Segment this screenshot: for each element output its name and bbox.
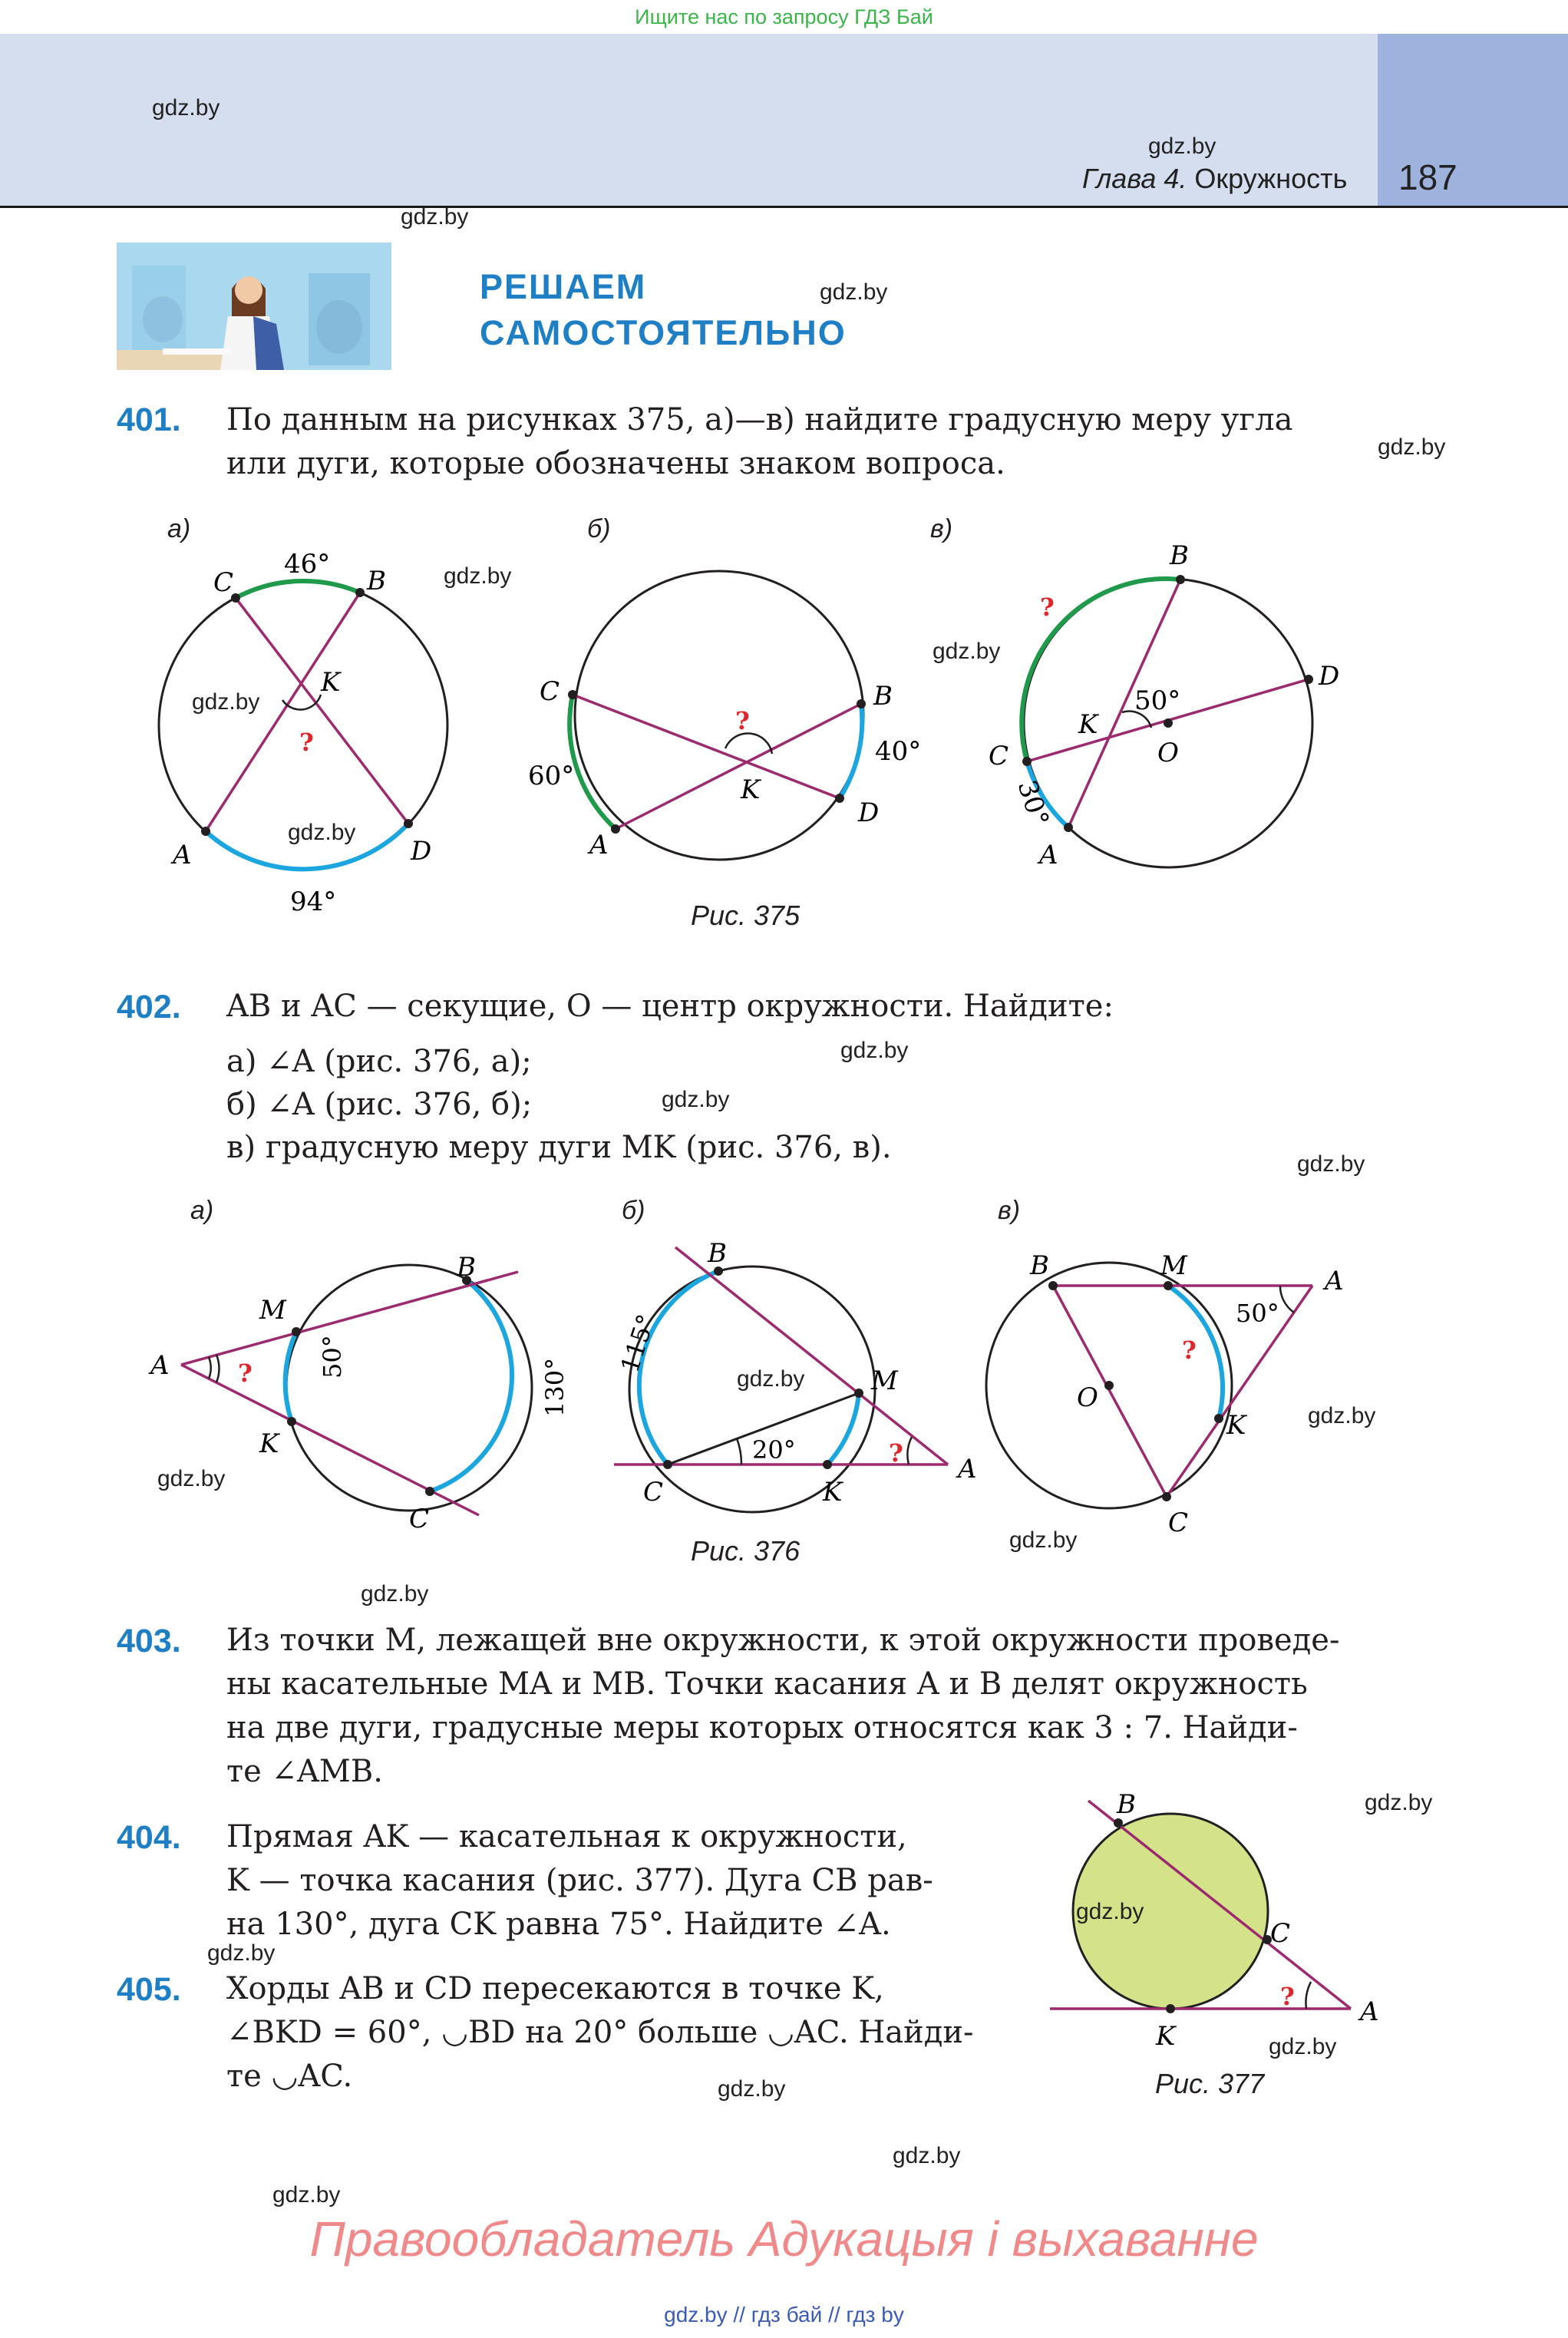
angle-arc (1306, 1982, 1311, 2009)
watermark: gdz.by (152, 95, 220, 121)
label-m: M (1160, 1250, 1187, 1281)
watermark: gdz.by (1378, 434, 1446, 460)
label-k: K (1156, 2021, 1176, 2052)
label-a: A (1360, 1996, 1379, 2027)
question-mark: ? (1280, 1982, 1295, 2011)
section-title-line2: САМОСТОЯТЕЛЬНО (480, 313, 847, 352)
watermark: gdz.by (1148, 134, 1216, 159)
label-b: B (708, 1238, 727, 1269)
angle-value: 20° (752, 1435, 796, 1465)
footer-links[interactable]: gdz.by // гдз бай // гдз by (664, 2303, 904, 2326)
label-d: D (1319, 661, 1340, 692)
watermark: gdz.by (1297, 1151, 1365, 1177)
label-a: A (958, 1454, 977, 1484)
watermark: gdz.by (1308, 1403, 1376, 1428)
label-k: K (1226, 1410, 1246, 1441)
angle-value: 50° (1236, 1299, 1279, 1328)
chapter-title: Глава 4. Окружность (1082, 163, 1348, 194)
figure-label: б) (587, 514, 611, 543)
point-k (1166, 2004, 1175, 2013)
question-mark: ? (1182, 1336, 1197, 1365)
arc-right-value: 40° (875, 736, 922, 767)
figure-label: в) (930, 514, 953, 543)
label-a: A (1039, 840, 1058, 870)
label-c: C (643, 1477, 664, 1507)
problem-number: 402. (117, 989, 181, 1025)
label-d: D (411, 836, 432, 867)
problem-403-text: Из точки M, лежащей вне окружности, к этой окружности проведе- ны касательные MA и MB. Точки касания A и B делят окружность на две дуги, градусные меры которых относятся как 3 : 7. Найди- те ∠AMB. (226, 1623, 1340, 1789)
watermark: gdz.by (893, 2143, 961, 2168)
question-mark: ? (889, 1438, 903, 1468)
problem-number: 403. (117, 1623, 181, 1659)
watermark: gdz.by (933, 639, 1001, 664)
arc-top-value: 46° (284, 549, 331, 580)
label-o: O (1077, 1382, 1098, 1413)
watermark: gdz.by (288, 820, 356, 845)
watermark: gdz.by (272, 2182, 341, 2208)
label-a: A (589, 830, 609, 860)
problem-number: 404. (117, 1819, 181, 1856)
problem-405-text: Хорды AB и CD пересекаются в точке K, ∠BKD = 60°, ◡BD на 20° больше ◡AC. Найди- те ◡AC. (226, 1971, 974, 2094)
problem-402-a: а) ∠A (рис. 376, а); (226, 1044, 532, 1079)
label-a: A (1325, 1266, 1344, 1296)
label-b: B (367, 566, 386, 596)
watermark: gdz.by (157, 1466, 226, 1491)
label-k: K (741, 774, 761, 805)
label-o: O (1157, 738, 1179, 768)
label-m: M (259, 1295, 286, 1326)
label-k: K (259, 1428, 279, 1459)
question-mark: ? (735, 706, 750, 735)
watermark: gdz.by (401, 204, 469, 230)
top-banner[interactable]: Ищите нас по запросу ГДЗ Бай (635, 5, 933, 28)
label-c: C (409, 1504, 430, 1534)
arc-value: 115° (615, 1310, 662, 1376)
section-title-line1: РЕШАЕМ (480, 267, 647, 306)
figure-375-caption: Рис. 375 (691, 900, 801, 931)
arc-value: 30° (1011, 776, 1055, 831)
watermark: gdz.by (1365, 1790, 1433, 1815)
problem-number: 405. (117, 1971, 181, 2008)
figure-label: б) (622, 1196, 645, 1225)
label-b: B (1170, 540, 1189, 571)
copyright-notice: Правообладатель Адукацыя і выхаванне (309, 2211, 1259, 2267)
problem-402-text: AB и AC — секущие, O — центр окружности. Найдите: (226, 989, 1114, 1024)
watermark: gdz.by (820, 279, 888, 305)
question-mark: ? (238, 1359, 253, 1388)
watermark: gdz.by (662, 1087, 730, 1112)
arc-small-value: 50° (318, 1335, 347, 1379)
watermark: gdz.by (361, 1581, 429, 1607)
watermark: gdz.by (192, 689, 260, 715)
question-mark: ? (299, 728, 314, 757)
label-c: C (213, 567, 234, 598)
arc-big-value: 130° (540, 1357, 569, 1417)
label-d: D (858, 797, 880, 828)
label-k: K (321, 667, 341, 698)
angle-value: 50° (1134, 685, 1181, 716)
figure-label: а) (167, 514, 191, 543)
label-c: C (540, 676, 560, 707)
figure-377-caption: Рис. 377 (1155, 2068, 1265, 2099)
watermark: gdz.by (718, 2076, 786, 2102)
arc-left-value: 60° (528, 761, 575, 791)
problem-402-b: б) ∠A (рис. 376, б); (226, 1087, 533, 1122)
label-b: B (1117, 1789, 1136, 1820)
watermark: gdz.by (737, 1366, 805, 1392)
watermark: gdz.by (1076, 1899, 1144, 1924)
label-c: C (989, 741, 1009, 771)
label-m: M (871, 1365, 898, 1396)
question-mark: ? (1040, 593, 1055, 622)
label-c: C (1168, 1507, 1189, 1538)
problem-402-c: в) градусную меру дуги MK (рис. 376, в). (226, 1130, 892, 1165)
watermark: gdz.by (444, 563, 512, 589)
arc-bottom-value: 94° (290, 887, 337, 917)
watermark: gdz.by (1009, 1527, 1078, 1553)
label-b: B (873, 681, 893, 712)
label-k: K (823, 1477, 843, 1507)
label-b: B (1030, 1250, 1049, 1281)
figure-376-caption: Рис. 376 (691, 1535, 801, 1567)
problem-401-text: По данным на рисунках 375, а)—в) найдите градусную меру угла или дуги, которые обозначены знаком вопроса. (226, 402, 1293, 481)
problem-number: 401. (117, 401, 181, 438)
label-b: B (457, 1252, 476, 1283)
label-a: A (173, 840, 192, 870)
watermark: gdz.by (1269, 2034, 1337, 2059)
watermark: gdz.by (840, 1038, 909, 1063)
page-number: 187 (1398, 157, 1457, 197)
problem-404-text: Прямая AK — касательная к окружности, K — точка касания (рис. 377). Дуга CB рав- на 130°, дуга CK равна 75°. Найдите ∠A. (226, 1819, 933, 1942)
label-c: C (1270, 1918, 1291, 1949)
figure-label: а) (190, 1196, 214, 1225)
watermark: gdz.by (207, 1940, 276, 1966)
figure-label: в) (998, 1196, 1021, 1225)
label-k: K (1078, 709, 1098, 740)
label-a: A (150, 1350, 170, 1381)
